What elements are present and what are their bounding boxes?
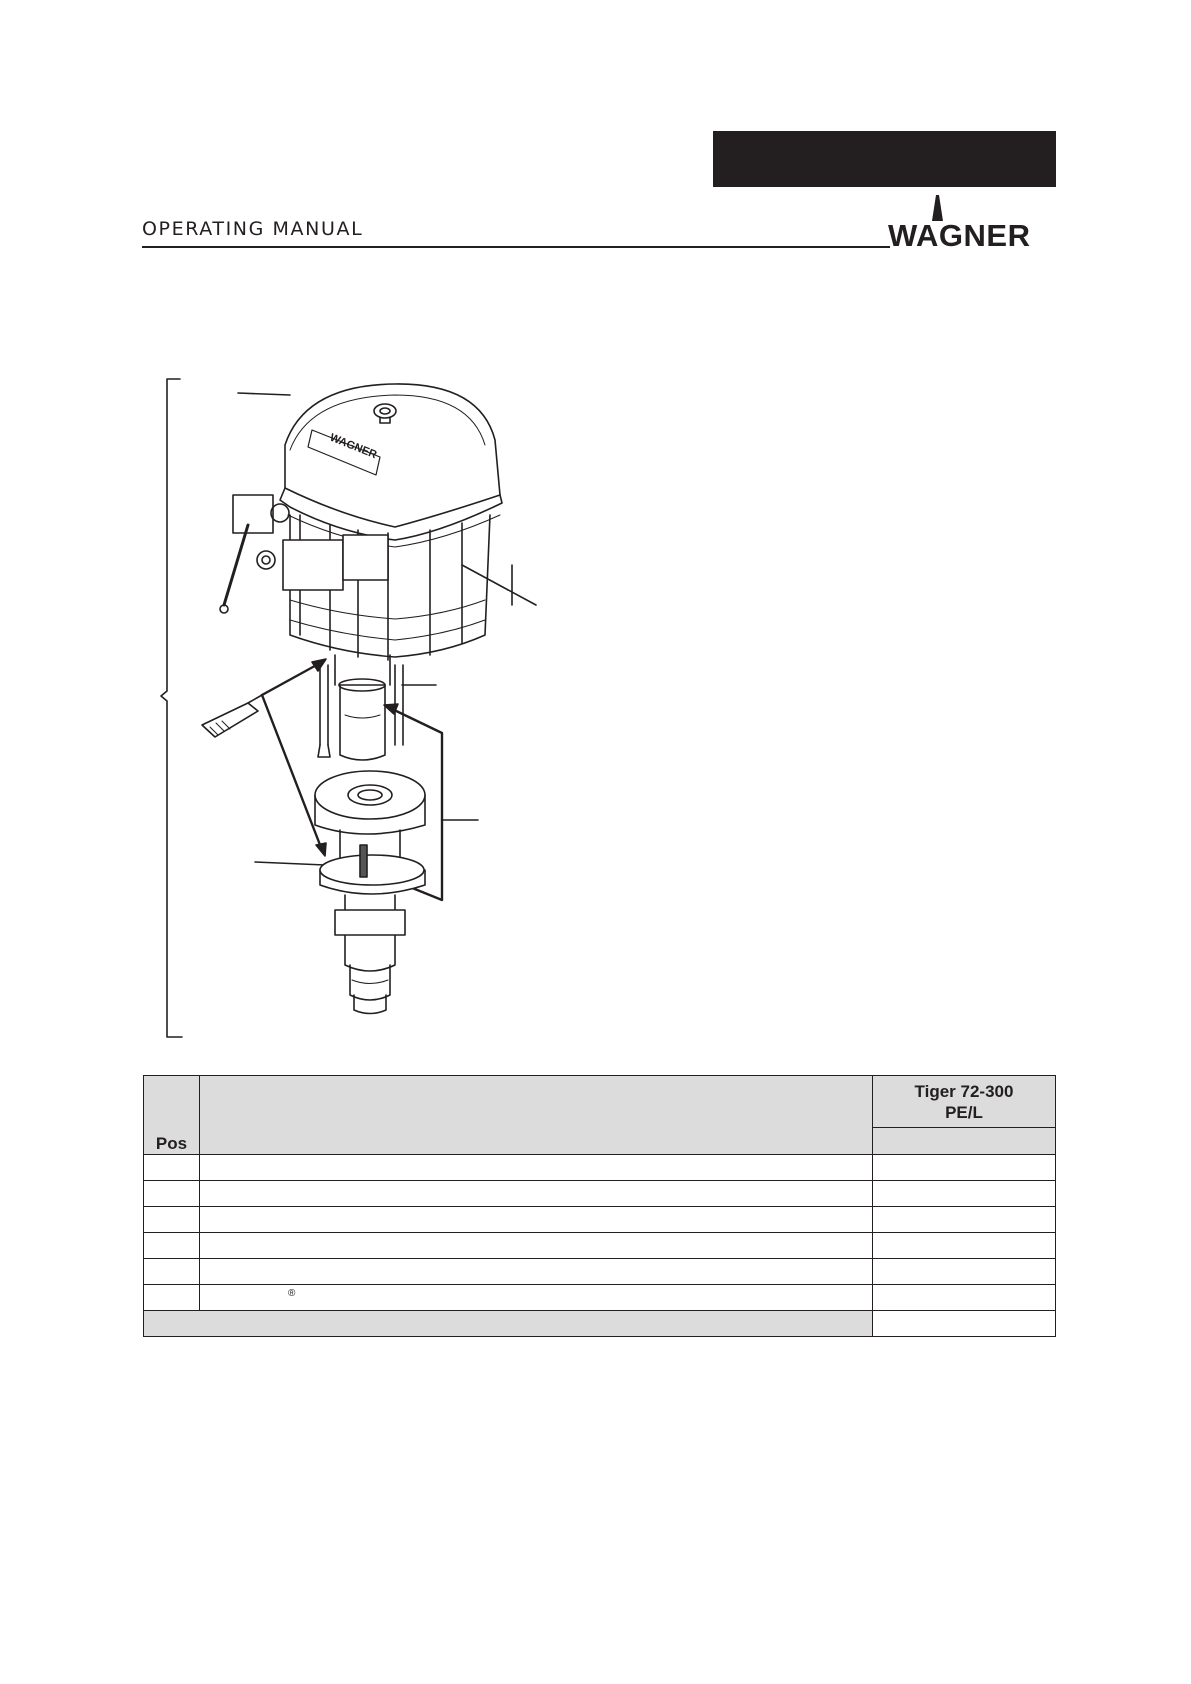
air-regulator xyxy=(233,495,273,533)
model-name-line1: Tiger 72-300 xyxy=(914,1081,1014,1101)
total-value xyxy=(873,1311,1056,1337)
row-pos xyxy=(144,1233,200,1259)
row-value xyxy=(873,1259,1056,1285)
header-divider xyxy=(142,246,890,248)
model-column-header xyxy=(873,1076,1056,1128)
row-value xyxy=(873,1181,1056,1207)
section-header-bar xyxy=(713,131,1056,187)
grease-tube xyxy=(202,703,258,737)
table-row xyxy=(144,1207,1056,1233)
row-description xyxy=(200,1181,873,1207)
housing-logo-label: WAGNER xyxy=(327,431,379,462)
row-pos xyxy=(144,1259,200,1285)
model-name-line2: PE/L xyxy=(945,1102,983,1122)
description-column-header xyxy=(200,1076,873,1155)
total-label xyxy=(144,1311,873,1337)
valve-handle xyxy=(224,525,248,605)
row-pos xyxy=(144,1155,200,1181)
manual-title: OPERATING MANUAL xyxy=(142,218,364,240)
tie-rod-left xyxy=(320,665,328,745)
row-value xyxy=(873,1207,1056,1233)
pos-column-header: Pos xyxy=(144,1076,200,1155)
registered-mark: ® xyxy=(288,1287,296,1299)
row-value xyxy=(873,1233,1056,1259)
row-value xyxy=(873,1285,1056,1311)
table-total-row xyxy=(144,1311,1056,1337)
coupling xyxy=(340,685,385,760)
wagner-logo xyxy=(888,195,1058,251)
assembly-bracket xyxy=(161,379,182,1037)
table-row xyxy=(144,1181,1056,1207)
row-description xyxy=(200,1155,873,1181)
row-value xyxy=(873,1155,1056,1181)
row-description xyxy=(200,1285,873,1311)
row-description xyxy=(200,1207,873,1233)
row-description xyxy=(200,1233,873,1259)
pump-exploded-diagram xyxy=(140,365,590,1045)
table-row xyxy=(144,1285,1056,1311)
model-subheader xyxy=(873,1128,1056,1155)
parts-table xyxy=(143,1075,1056,1337)
row-pos xyxy=(144,1181,200,1207)
row-pos xyxy=(144,1207,200,1233)
logo-wordmark: WAGNER xyxy=(888,218,1031,253)
table-row xyxy=(144,1259,1056,1285)
row-description xyxy=(200,1259,873,1285)
row-pos xyxy=(144,1285,200,1311)
table-row xyxy=(144,1233,1056,1259)
table-row xyxy=(144,1155,1056,1181)
